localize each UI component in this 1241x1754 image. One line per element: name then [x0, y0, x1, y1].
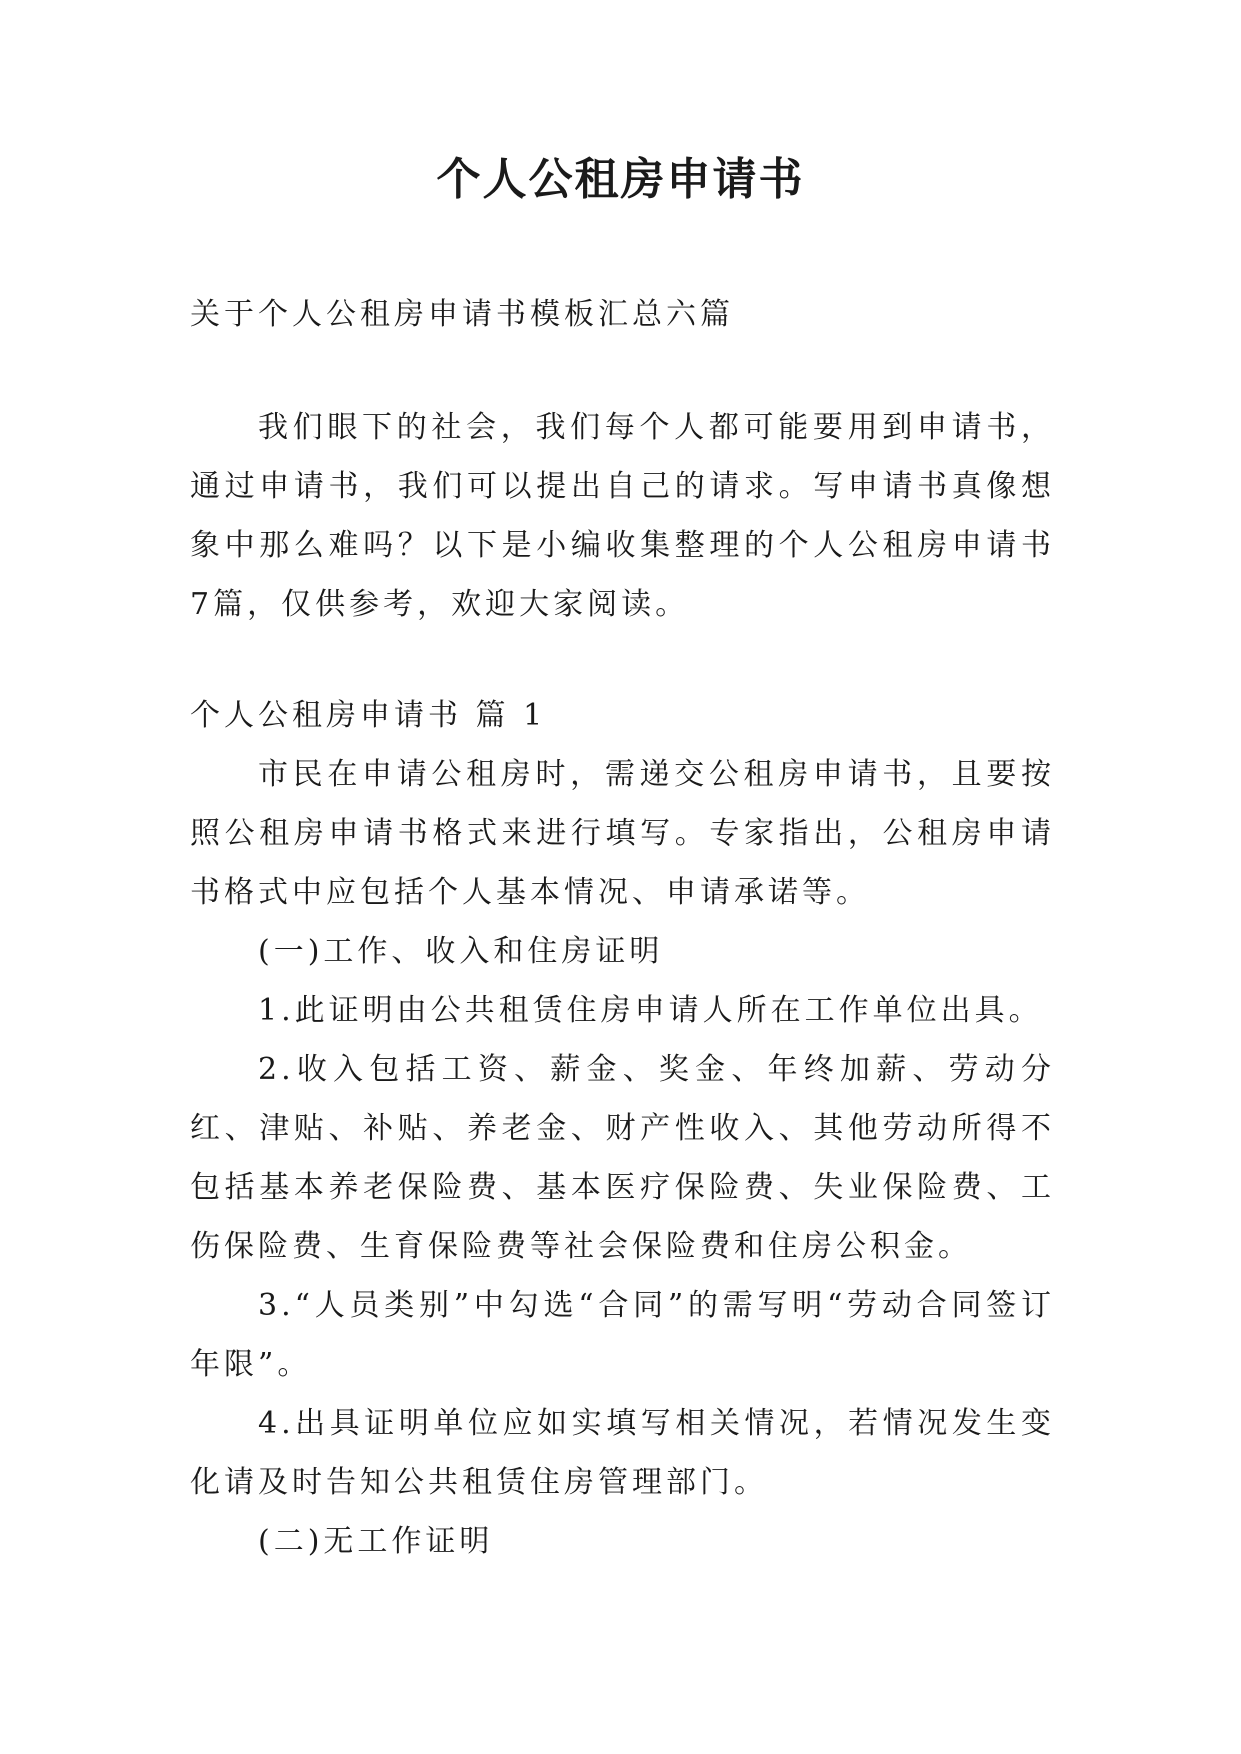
body-paragraph: 1.此证明由公共租赁住房申请人所在工作单位出具。	[258, 993, 1043, 1028]
body-paragraph: 2.收入包括工资、薪金、奖金、年终加薪、劳动分红、津贴、补贴、养老金、财产性收入、其他劳动所得不包括基本养老保险费、基本医疗保险费、失业保险费、工伤保险费、生育保险费等社会保险费和住房公积金。	[190, 1052, 1055, 1264]
document-title: 个人公租房申请书	[436, 154, 805, 205]
body-paragraph: (一)工作、收入和住房证明	[258, 934, 664, 969]
body-paragraph: 3.“人员类别”中勾选“合同”的需写明“劳动合同签订年限”。	[190, 1288, 1055, 1382]
body-paragraph: (二)无工作证明	[258, 1524, 494, 1559]
section-heading: 个人公租房申请书 篇 1	[190, 698, 547, 733]
body-paragraph: 4.出具证明单位应如实填写相关情况，若情况发生变化请及时告知公共租赁住房管理部门。	[190, 1406, 1055, 1500]
document-body	[190, 285, 1055, 1571]
body-paragraph: 市民在申请公租房时，需递交公租房申请书，且要按照公租房申请书格式来进行填写。专家指出，公租房申请书格式中应包括个人基本情况、申请承诺等。	[190, 757, 1055, 910]
document-subtitle: 关于个人公租房申请书模板汇总六篇	[190, 297, 734, 332]
intro-paragraph: 我们眼下的社会，我们每个人都可能要用到申请书，通过申请书，我们可以提出自己的请求。写申请书真像想象中那么难吗？以下是小编收集整理的个人公租房申请书7篇，仅供参考，欢迎大家阅读。	[190, 410, 1055, 622]
